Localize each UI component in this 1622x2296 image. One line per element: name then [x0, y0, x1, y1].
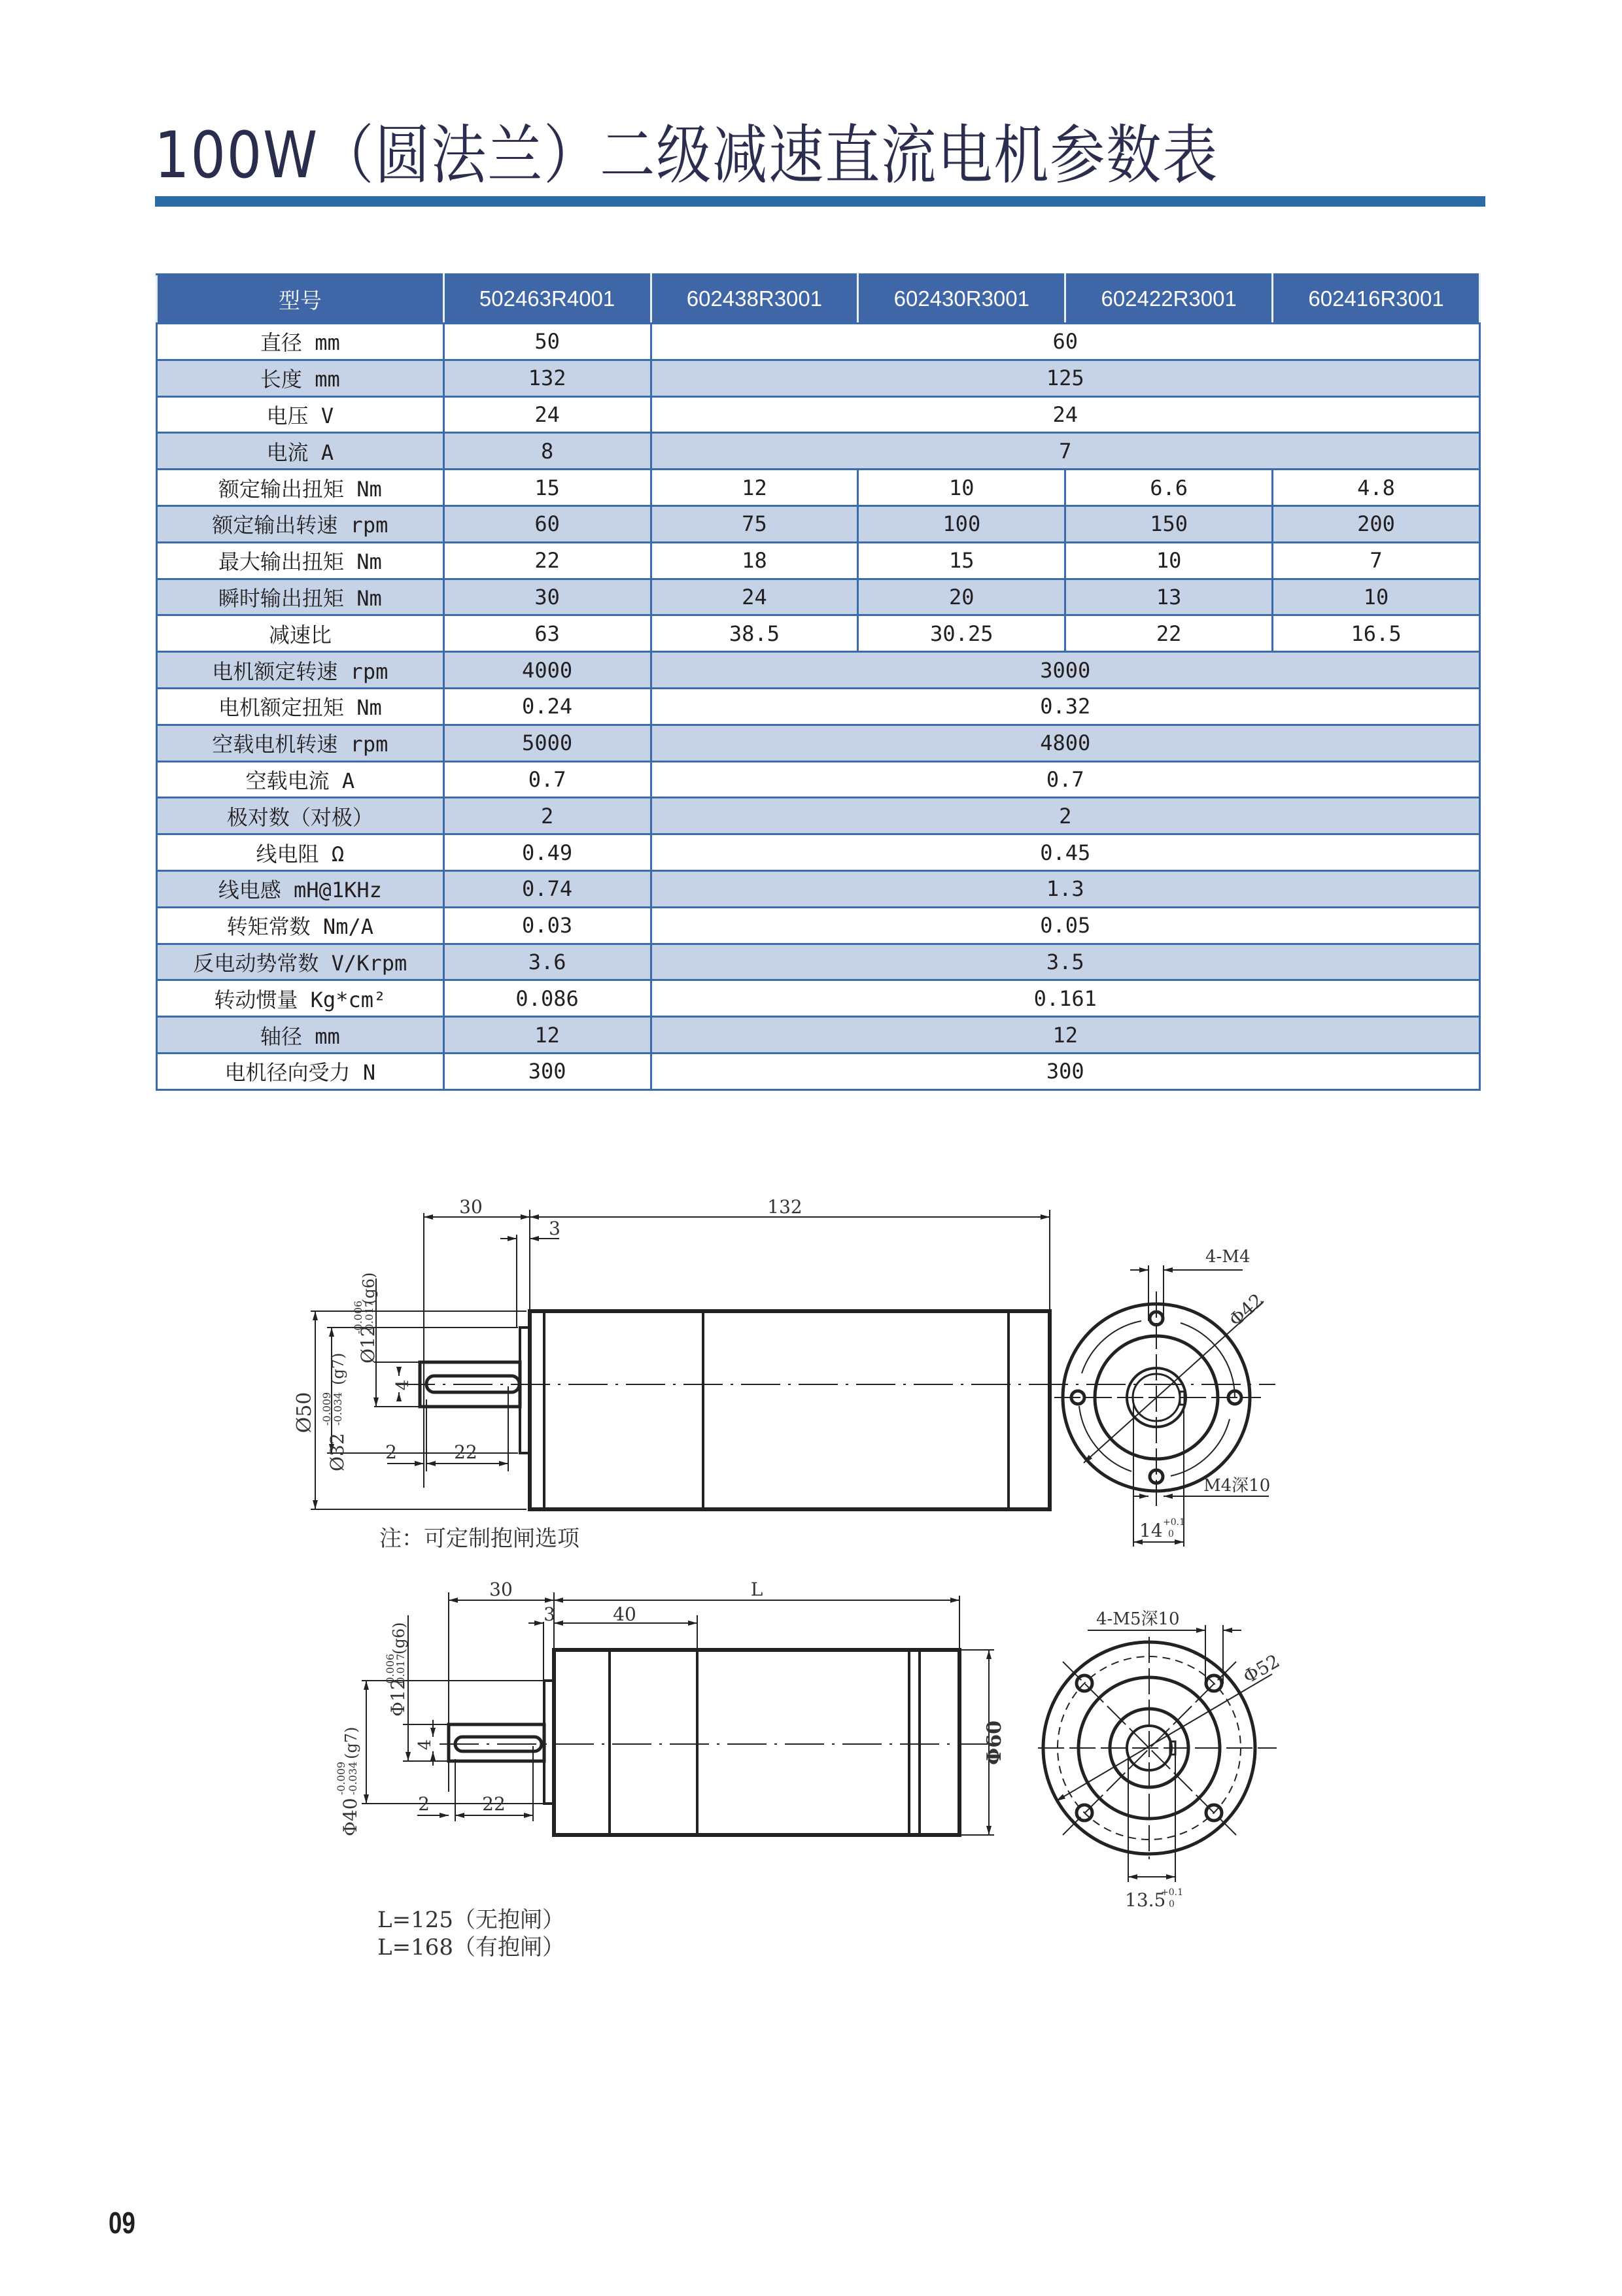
- table-cell-merged: 3.5: [651, 944, 1479, 980]
- table-cell: 22: [443, 542, 651, 579]
- table-cell: 4000: [443, 652, 651, 689]
- table-cell-merged: 12: [651, 1017, 1479, 1054]
- header-model: 602422R3001: [1065, 275, 1273, 324]
- d2-dim-key-length: 22: [482, 1793, 506, 1815]
- row-label: 线电阻 Ω: [157, 834, 444, 871]
- table-cell-merged: 300: [651, 1053, 1479, 1089]
- d1-dim-length: 132: [767, 1196, 802, 1218]
- d2-shaft-tol-upper: -0.006: [384, 1653, 396, 1687]
- table-cell: 132: [443, 360, 651, 396]
- d1-pilot-fit: (g7): [329, 1352, 347, 1385]
- d1-dim-body-dia: Ø50: [293, 1392, 316, 1433]
- d2-dim-flange: 3: [544, 1603, 555, 1625]
- header-model: 502463R4001: [443, 275, 651, 324]
- d1-dim-flange: 3: [549, 1218, 561, 1239]
- row-label: 轴径 mm: [157, 1017, 444, 1054]
- d2-pilot-tol-upper: -0.009: [335, 1761, 347, 1795]
- d2-shaft-tol-lower: -0.017: [394, 1653, 407, 1687]
- d2-dim-length: L: [750, 1579, 763, 1600]
- page-title: 100W（圆法兰）二级减速直流电机参数表: [154, 118, 1219, 193]
- d2-front-holes: 4-M5深10: [1096, 1609, 1180, 1629]
- d1-shaft-fit: (g6): [360, 1272, 378, 1305]
- table-cell: 75: [651, 505, 858, 542]
- table-cell: 30.25: [858, 615, 1065, 652]
- table-cell: 12: [443, 1017, 651, 1054]
- table-cell: 10: [1273, 579, 1480, 615]
- header-model: 602438R3001: [651, 275, 858, 324]
- table-cell: 6.6: [1065, 470, 1273, 506]
- table-cell: 16.5: [1273, 615, 1480, 652]
- table-cell: 300: [443, 1053, 651, 1089]
- page-number: 09: [109, 2206, 135, 2240]
- drawing1-side-labels: [293, 1196, 802, 1471]
- table-cell-merged: 0.161: [651, 980, 1479, 1017]
- row-label: 额定输出转速 rpm: [157, 505, 444, 542]
- d1-shaft-tol-upper: -0.006: [352, 1300, 364, 1334]
- drawing2-note-line2: L=168（有抱闸）: [377, 1934, 564, 1961]
- table-cell: 150: [1065, 505, 1273, 542]
- table-cell: 0.24: [443, 688, 651, 725]
- table-cell: 22: [1065, 615, 1273, 652]
- d1-dim-shaft: 30: [459, 1196, 483, 1218]
- d2-motor-body: [554, 1650, 959, 1835]
- d1-front-flat: 14: [1139, 1520, 1163, 1541]
- header-model: 602416R3001: [1273, 275, 1480, 324]
- row-label: 线电感 mH@1KHz: [157, 870, 444, 907]
- d1-dim-key-length: 22: [454, 1441, 477, 1463]
- d2-dim-pilot-dia: Φ40: [339, 1798, 361, 1836]
- table-cell: 2: [443, 798, 651, 834]
- table-cell-merged: 1.3: [651, 870, 1479, 907]
- table-cell-merged: 60: [651, 324, 1479, 360]
- table-cell: 0.03: [443, 907, 651, 944]
- row-label: 最大输出扭矩 Nm: [157, 542, 444, 579]
- header-model: 602430R3001: [858, 275, 1065, 324]
- table-cell: 12: [651, 470, 858, 506]
- d1-dim-key-offset: 2: [385, 1441, 397, 1463]
- d1-front-flat-tol-lower: 0: [1168, 1529, 1174, 1539]
- table-cell-merged: 24: [651, 396, 1479, 433]
- table-cell-merged: 0.05: [651, 907, 1479, 944]
- d2-pilot-tol-lower: -0.034: [347, 1761, 359, 1795]
- table-cell: 0.7: [443, 761, 651, 798]
- d1-dim-pilot-dia: Ø32: [326, 1433, 348, 1471]
- d2-front-flat-tol-lower: 0: [1169, 1899, 1175, 1910]
- table-cell: 0.086: [443, 980, 651, 1017]
- table-cell-merged: 0.32: [651, 688, 1479, 725]
- header-model-label: 型号: [157, 275, 444, 324]
- d1-pilot-tol-upper: -0.009: [320, 1392, 333, 1426]
- table-cell: 38.5: [651, 615, 858, 652]
- d2-front-flat-tol-upper: +0.1: [1161, 1887, 1183, 1898]
- table-cell: 15: [858, 542, 1065, 579]
- d2-pilot-fit: (g7): [342, 1726, 360, 1759]
- table-cell: 0.49: [443, 834, 651, 871]
- d2-dim-shaft: 30: [489, 1579, 513, 1600]
- table-cell: 30: [443, 579, 651, 615]
- d2-dim-section: 40: [613, 1603, 636, 1625]
- row-label: 转矩常数 Nm/A: [157, 907, 444, 944]
- row-label: 空载电机转速 rpm: [157, 725, 444, 761]
- row-label: 长度 mm: [157, 360, 444, 396]
- d1-motor-body: [530, 1311, 1050, 1509]
- d1-front-thread: M4深10: [1203, 1476, 1271, 1496]
- table-cell-merged: 7: [651, 433, 1479, 470]
- row-label: 额定输出扭矩 Nm: [157, 470, 444, 506]
- table-cell-merged: 4800: [651, 725, 1479, 761]
- table-cell: 50: [443, 324, 651, 360]
- table-cell: 10: [858, 470, 1065, 506]
- row-label: 反电动势常数 V/Krpm: [157, 944, 444, 980]
- d1-dim-key-width: 4: [393, 1379, 413, 1391]
- drawing2-front-view: [1038, 1625, 1277, 1882]
- table-cell: 4.8: [1273, 470, 1480, 506]
- drawing2-side-view: [362, 1592, 994, 1835]
- drawing2-side-labels: [335, 1579, 1006, 1836]
- table-cell: 60: [443, 505, 651, 542]
- d2-shaft-fit: (g6): [390, 1622, 408, 1654]
- table-cell: 7: [1273, 542, 1480, 579]
- table-cell: 63: [443, 615, 651, 652]
- table-cell: 15: [443, 470, 651, 506]
- d2-dim-body-dia: Φ60: [983, 1721, 1006, 1765]
- table-cell: 0.74: [443, 870, 651, 907]
- table-cell: 8: [443, 433, 651, 470]
- row-label: 极对数（对极）: [157, 798, 444, 834]
- table-cell: 13: [1065, 579, 1273, 615]
- d2-dim-key-width: 4: [415, 1739, 435, 1751]
- row-label: 电机径向受力 N: [157, 1053, 444, 1089]
- table-cell-merged: 0.45: [651, 834, 1479, 871]
- row-label: 转动惯量 Kg*cm²: [157, 980, 444, 1017]
- table-cell: 100: [858, 505, 1065, 542]
- d1-shaft-tol-lower: -0.017: [363, 1300, 375, 1334]
- row-label: 电压 V: [157, 396, 444, 433]
- row-label: 减速比: [157, 615, 444, 652]
- d1-front-holes: 4-M4: [1205, 1247, 1251, 1267]
- d1-pilot-tol-lower: -0.034: [332, 1392, 344, 1426]
- table-cell-merged: 2: [651, 798, 1479, 834]
- row-label: 电机额定扭矩 Nm: [157, 688, 444, 725]
- d2-dim-shaft-dia: Φ12: [387, 1678, 409, 1717]
- row-label: 瞬时输出扭矩 Nm: [157, 579, 444, 615]
- table-cell-merged: 125: [651, 360, 1479, 396]
- d1-front-flat-tol-upper: +0.1: [1163, 1517, 1185, 1528]
- d2-dim-key-offset: 2: [418, 1793, 430, 1815]
- table-cell: 200: [1273, 505, 1480, 542]
- d2-front-flat: 13.5: [1125, 1889, 1166, 1911]
- d1-dim-shaft-dia: Ø12: [357, 1325, 379, 1363]
- table-cell: 20: [858, 579, 1065, 615]
- drawing2-note-line1: L=125（无抱闸）: [377, 1907, 564, 1933]
- d2-front-pcd: Φ52: [1239, 1650, 1284, 1688]
- drawing1-note: 注：可定制抱闸选项: [379, 1526, 579, 1552]
- table-cell: 24: [443, 396, 651, 433]
- row-label: 空载电流 A: [157, 761, 444, 798]
- row-label: 直径 mm: [157, 324, 444, 360]
- row-label: 电机额定转速 rpm: [157, 652, 444, 689]
- drawing1-side-view: [311, 1210, 1275, 1509]
- d2-shaft: [449, 1724, 544, 1761]
- table-cell: 10: [1065, 542, 1273, 579]
- table-cell-merged: 3000: [651, 652, 1479, 689]
- row-label: 电流 A: [157, 433, 444, 470]
- table-cell-merged: 0.7: [651, 761, 1479, 798]
- table-cell: 5000: [443, 725, 651, 761]
- table-cell: 3.6: [443, 944, 651, 980]
- d1-front-pcd: Φ42: [1224, 1289, 1268, 1331]
- table-cell: 24: [651, 579, 858, 615]
- table-cell: 18: [651, 542, 858, 579]
